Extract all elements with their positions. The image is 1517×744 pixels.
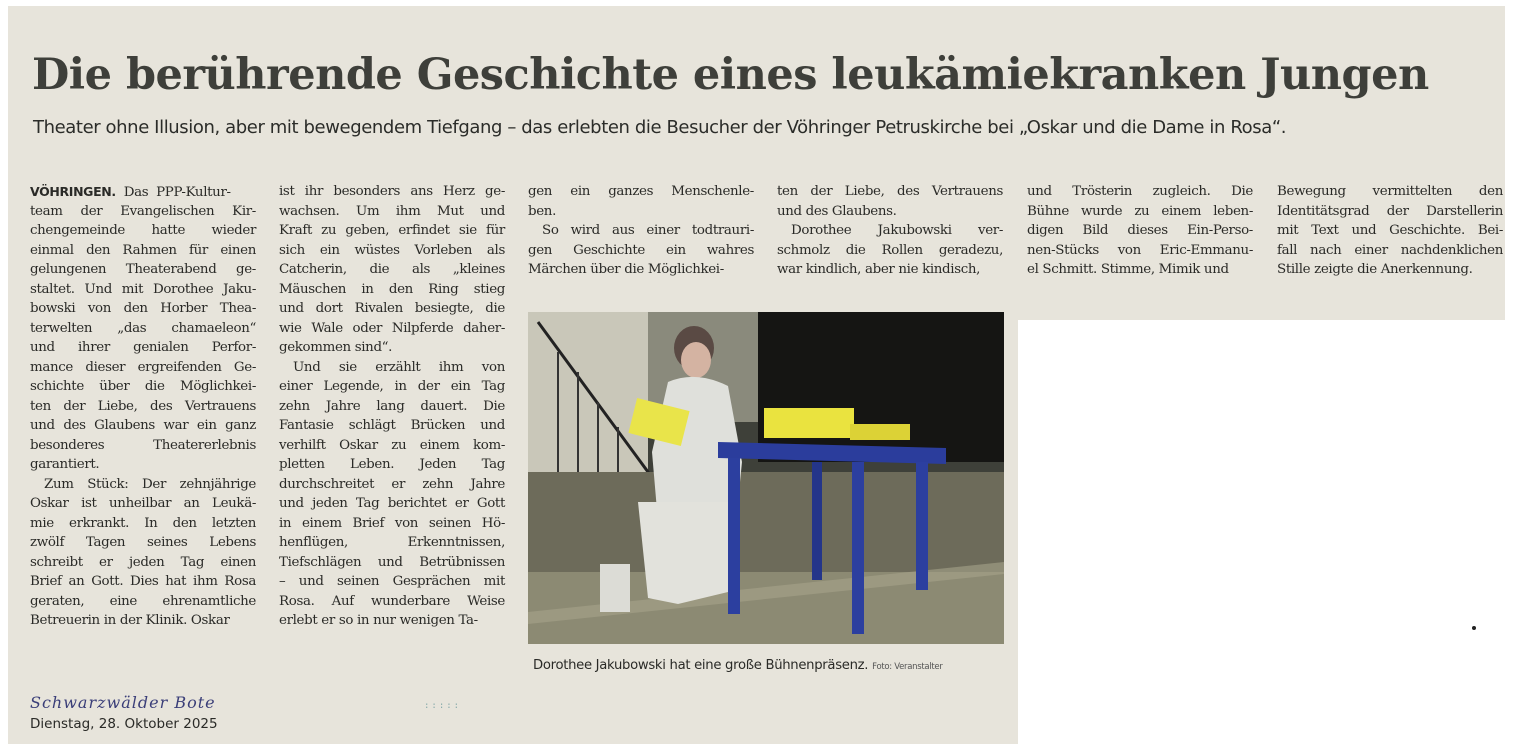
article-text-line: Fantasie schlägt Brücken und bbox=[279, 418, 505, 433]
article-text-line: team der Evangelischen Kir- bbox=[30, 203, 256, 219]
article-text-line: el Schmitt. Stimme, Mimik und bbox=[1027, 262, 1229, 277]
article-text-line: – und seinen Gesprächen mit bbox=[279, 574, 505, 589]
article-text-line: So wird aus einer todtrauri- bbox=[542, 223, 754, 238]
article-text-line: zehn Jahre lang dauert. Die bbox=[279, 398, 505, 414]
print-marks: ::::: bbox=[424, 701, 462, 711]
article-column-3 bbox=[528, 182, 754, 280]
article-text-line: Zum Stück: Der zehnjährige bbox=[44, 476, 256, 492]
article-text-line: henflügen, Erkenntnissen, bbox=[279, 535, 505, 550]
article-text-line: gelungenen Theaterabend ge- bbox=[30, 262, 256, 277]
article-text-line: mie erkrankt. In den letzten bbox=[30, 515, 256, 531]
article-text-line: Mäuschen in den Ring stieg bbox=[279, 281, 505, 297]
article-text-line: Catcherin, die als „kleines bbox=[279, 262, 505, 277]
article-text-line: und Trösterin zugleich. Die bbox=[1027, 184, 1253, 199]
article-text-line: Identitätsgrad der Darstellerin bbox=[1277, 203, 1503, 219]
dateline: VÖHRINGEN. bbox=[30, 184, 116, 199]
newspaper-masthead: Schwarzwälder Bote bbox=[30, 693, 216, 712]
article-photo bbox=[528, 312, 1004, 644]
article-text-line: durchschreitet er zehn Jahre bbox=[279, 476, 505, 492]
article-headline: Die berührende Geschichte eines leukämiekranken Jungen bbox=[32, 50, 1429, 100]
article-text-line bbox=[30, 182, 256, 202]
article-column-4 bbox=[777, 182, 1003, 280]
article-text-line: Rosa. Auf wunderbare Weise bbox=[279, 593, 505, 609]
stage-photo-illustration bbox=[528, 312, 1004, 644]
article-text-line: einer Legende, in der ein Tag bbox=[279, 379, 505, 394]
article-text-line: erlebt er so in nur wenigen Ta- bbox=[279, 613, 478, 628]
article-text-line: digen Bild dieses Ein-Perso- bbox=[1027, 223, 1253, 238]
article-text-line: ten der Liebe, des Vertrauens bbox=[777, 184, 1003, 199]
article-text-line: gekommen sind“. bbox=[279, 340, 393, 355]
article-text-line: staltet. Und mit Dorothee Jaku- bbox=[30, 281, 256, 297]
article-text-line: garantiert. bbox=[30, 457, 100, 472]
article-text-line: gen ein ganzes Menschenle- bbox=[528, 184, 754, 199]
photo-credit: Foto: Veranstalter bbox=[872, 662, 943, 672]
article-text-fragment: Das PPP-Kultur- bbox=[115, 185, 231, 200]
article-text-line: verhilft Oskar zu einem kom- bbox=[279, 437, 505, 453]
article-text-line: wachsen. Um ihm Mut und bbox=[279, 203, 505, 219]
article-text-line: Bühne wurde zu einem leben- bbox=[1027, 203, 1253, 219]
article-text-line: terwelten „das chamaeleon“ bbox=[30, 320, 256, 336]
article-text-line: fall nach einer nachdenklichen bbox=[1277, 242, 1503, 258]
scan-speck bbox=[1472, 626, 1476, 630]
article-subheadline: Theater ohne Illusion, aber mit bewegendem Tiefgang – das erlebten die Besucher der Vöhringer Petruskirche bei „Oskar und die Dame in Rosa“. bbox=[33, 117, 1287, 138]
article-text-line: ben. bbox=[528, 203, 556, 219]
article-column-6 bbox=[1277, 182, 1503, 280]
article-text-line: ten der Liebe, des Vertrauens bbox=[30, 398, 256, 414]
article-text-line: Stille zeigte die Anerkennung. bbox=[1277, 262, 1473, 277]
article-column-5 bbox=[1027, 182, 1253, 280]
article-text-line: schichte über die Möglichkei- bbox=[30, 379, 256, 394]
article-text-line: Märchen über die Möglichkei- bbox=[528, 262, 724, 277]
article-text-line: einmal den Rahmen für einen bbox=[30, 242, 256, 258]
article-text-line: schmolz die Rollen geradezu, bbox=[777, 242, 1003, 258]
article-text-line: Brief an Gott. Dies hat ihm Rosa bbox=[30, 574, 256, 589]
article-text-line: Betreuerin in der Klinik. Oskar bbox=[30, 613, 230, 628]
article-text-line: Und sie erzählt ihm von bbox=[293, 359, 505, 375]
article-text-line: und des Glaubens. bbox=[777, 203, 897, 219]
article-text-line: nen-Stücks von Eric-Emmanu- bbox=[1027, 242, 1253, 258]
article-text-line: gen Geschichte ein wahres bbox=[528, 242, 754, 258]
article-text-line: war kindlich, aber nie kindisch, bbox=[777, 262, 981, 277]
article-text-line: zwölf Tagen seines Lebens bbox=[30, 535, 256, 550]
article-text-line: und des Glaubens war ein ganz bbox=[30, 418, 256, 433]
article-text-line: besonderes Theatererlebnis bbox=[30, 437, 256, 453]
photo-caption-text: Dorothee Jakubowski hat eine große Bühnenpräsenz. bbox=[533, 658, 869, 673]
article-text-line: und jeden Tag berichtet er Gott bbox=[279, 496, 505, 511]
article-text-line: mit Text und Geschichte. Bei- bbox=[1277, 223, 1503, 238]
article-text-line: bowski von den Horber Thea- bbox=[30, 301, 256, 316]
article-text-line: Tiefschlägen und Betrübnissen bbox=[279, 554, 505, 570]
article-text-line: Bewegung vermittelten den bbox=[1277, 184, 1503, 199]
article-text-line: Dorothee Jakubowski ver- bbox=[791, 223, 1003, 238]
article-text-line: ist ihr besonders ans Herz ge- bbox=[279, 184, 505, 199]
publication-date: Dienstag, 28. Oktober 2025 bbox=[30, 716, 218, 732]
article-text-line: geraten, eine ehrenamtliche bbox=[30, 593, 256, 609]
article-text-line: Kraft zu geben, erfindet sie für bbox=[279, 223, 505, 238]
article-text-line: wie Wale oder Nilpferde daher- bbox=[279, 320, 505, 336]
article-text-line: pletten Leben. Jeden Tag bbox=[279, 457, 505, 472]
photo-caption bbox=[533, 658, 1013, 673]
article-column-1 bbox=[30, 182, 256, 631]
article-text-line: mance dieser ergreifenden Ge- bbox=[30, 359, 256, 375]
article-text-line: und ihrer genialen Perfor- bbox=[30, 340, 256, 355]
article-text-line: in einem Brief von seinen Hö- bbox=[279, 515, 505, 531]
article-column-2 bbox=[279, 182, 505, 631]
article-text-line: schreibt er jeden Tag einen bbox=[30, 554, 256, 570]
article-text-line: Oskar ist unheilbar an Leukä- bbox=[30, 496, 256, 511]
article-text-line: chengemeinde hatte wieder bbox=[30, 223, 256, 238]
article-text-line: und dort Rivalen besiegte, die bbox=[279, 301, 505, 316]
article-text-line: sich ein wüstes Vorleben als bbox=[279, 242, 505, 258]
